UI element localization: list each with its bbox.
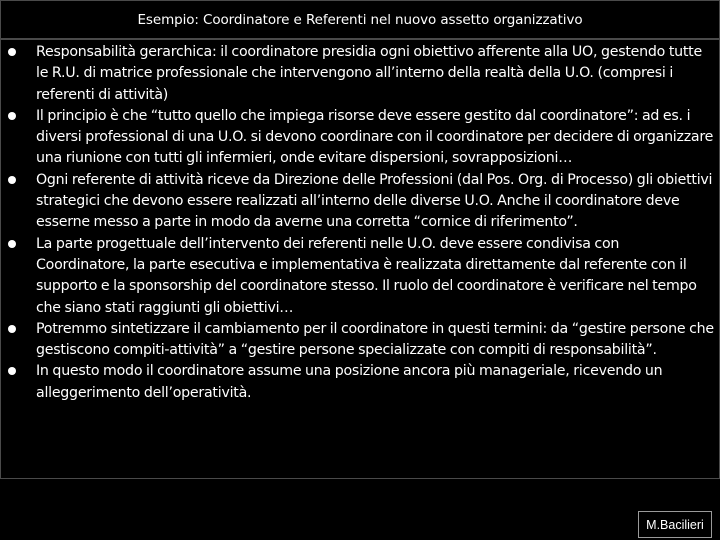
bullet-dot-icon [8,48,16,56]
bullet-text: Ogni referente di attività riceve da Direzione delle Professioni (dal Pos. Org. di Processo) gli obiettivi strategici che devono essere realizzati all’interno delle diverse U.O. Anche il coordinatore deve esserne messo a parte in modo da averne una corretta “cornice di riferimento”. [36,171,713,231]
bullet-text: Potremmo sintetizzare il cambiamento per il coordinatore in questi termini: da “gestire persone che gestiscono compiti-attività” a “gestire persone specializzate con compiti di responsabilità”. [36,320,714,359]
slide-title-bar [0,0,720,39]
slide-content-box [0,39,720,479]
author-signature-box [638,511,712,538]
bullet-item [1,234,719,319]
bullet-dot-icon [8,176,16,184]
bullet-dot-icon [8,367,16,375]
bullet-text: In questo modo il coordinatore assume una posizione ancora più manageriale, ricevendo un alleggerimento dell’operatività. [36,363,663,401]
bullet-text: Il principio è che “tutto quello che impiega risorse deve essere gestito dal coordinatore”: ad es. i diversi professional di una U.O. si devono coordinare con il coordinatore per decidere di organizzare una riunione con tutti gli infermieri, onde evitare dispersioni, sovrapposizioni… [36,107,714,167]
bullet-dot-icon [8,112,16,120]
bullet-item [1,170,719,234]
slide-title: Esempio: Coordinatore e Referenti nel nuovo assetto organizzativo [137,11,583,28]
bullet-item [1,361,719,404]
bullet-item [1,319,719,362]
bullet-list [1,42,719,404]
bullet-dot-icon [8,325,16,333]
author-name: M.Bacilieri [646,517,704,532]
bullet-dot-icon [8,240,16,248]
bullet-item [1,106,719,170]
bullet-text: La parte progettuale dell’intervento dei referenti nelle U.O. deve essere condivisa con Coordinatore, la parte esecutiva e implementativa è realizzata direttamente dal referente con il supporto e la sponsorship del coordinatore stesso. Il ruolo del coordinatore è verificare nel tempo che siano stati raggiunti gli obiettivi… [36,235,697,316]
bullet-text: Responsabilità gerarchica: il coordinatore presidia ogni obiettivo afferente alla UO, gestendo tutte le R.U. di matrice professionale che intervengono all’interno della realtà della U.O. (compresi i referenti di attività) [36,44,702,103]
bullet-item [1,42,719,106]
